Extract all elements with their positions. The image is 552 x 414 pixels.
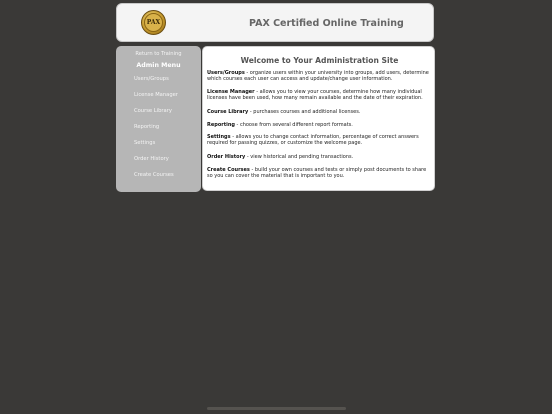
sidebar-item-settings[interactable]: Settings [134, 140, 156, 146]
sidebar-item-order-history[interactable]: Order History [134, 156, 169, 162]
return-to-training-link[interactable]: Return to Training [135, 51, 182, 57]
section-users-groups [207, 70, 431, 83]
logo-text: PAX [144, 13, 163, 32]
horizontal-scrollbar[interactable] [207, 407, 346, 410]
pax-seal-logo[interactable] [141, 10, 166, 35]
admin-sidebar [116, 46, 201, 192]
section-license-manager [207, 89, 431, 102]
site-title: PAX Certified Online Training [249, 18, 404, 29]
section-title: Settings [207, 134, 231, 140]
section-course-library [207, 109, 431, 115]
section-order-history [207, 154, 431, 160]
section-reporting [207, 122, 431, 128]
section-text: - choose from several different report formats. [234, 122, 353, 128]
sidebar-item-create-courses[interactable]: Create Courses [134, 172, 174, 178]
sidebar-item-users-groups[interactable]: Users/Groups [134, 76, 169, 82]
section-create-courses [207, 167, 431, 180]
section-text: - purchases courses and additional licenses. [248, 109, 361, 115]
section-text: - allows you to view your courses, determine how many individual licenses have been used, how many remain available and the date of their expiration. [207, 89, 423, 102]
section-title: Order History [207, 154, 246, 160]
section-text: - build your own courses and tests or simply post documents to share so you can cover the material that is important to you. [207, 167, 427, 180]
section-text: - view historical and pending transactions. [245, 154, 354, 160]
section-text: - organize users within your university into groups, add users, determine which courses each user can access and update/change user information. [207, 70, 429, 83]
page-title: Welcome to Your Administration Site [240, 56, 399, 65]
sidebar-item-license-manager[interactable]: License Manager [134, 92, 178, 98]
site-header [116, 3, 434, 42]
section-title: Reporting [207, 122, 235, 128]
main-content-panel [202, 46, 435, 191]
section-text: - allows you to change contact information, percentage of correct answers required for passing quizzes, or customize the welcome page. [207, 134, 419, 147]
section-title: License Manager [207, 89, 255, 95]
section-title: Users/Groups [207, 70, 245, 76]
admin-menu-title: Admin Menu [136, 62, 181, 69]
section-settings [207, 134, 431, 147]
sidebar-item-reporting[interactable]: Reporting [134, 124, 160, 130]
section-title: Create Courses [207, 167, 250, 173]
section-title: Course Library [207, 109, 249, 115]
sidebar-item-course-library[interactable]: Course Library [134, 108, 172, 114]
